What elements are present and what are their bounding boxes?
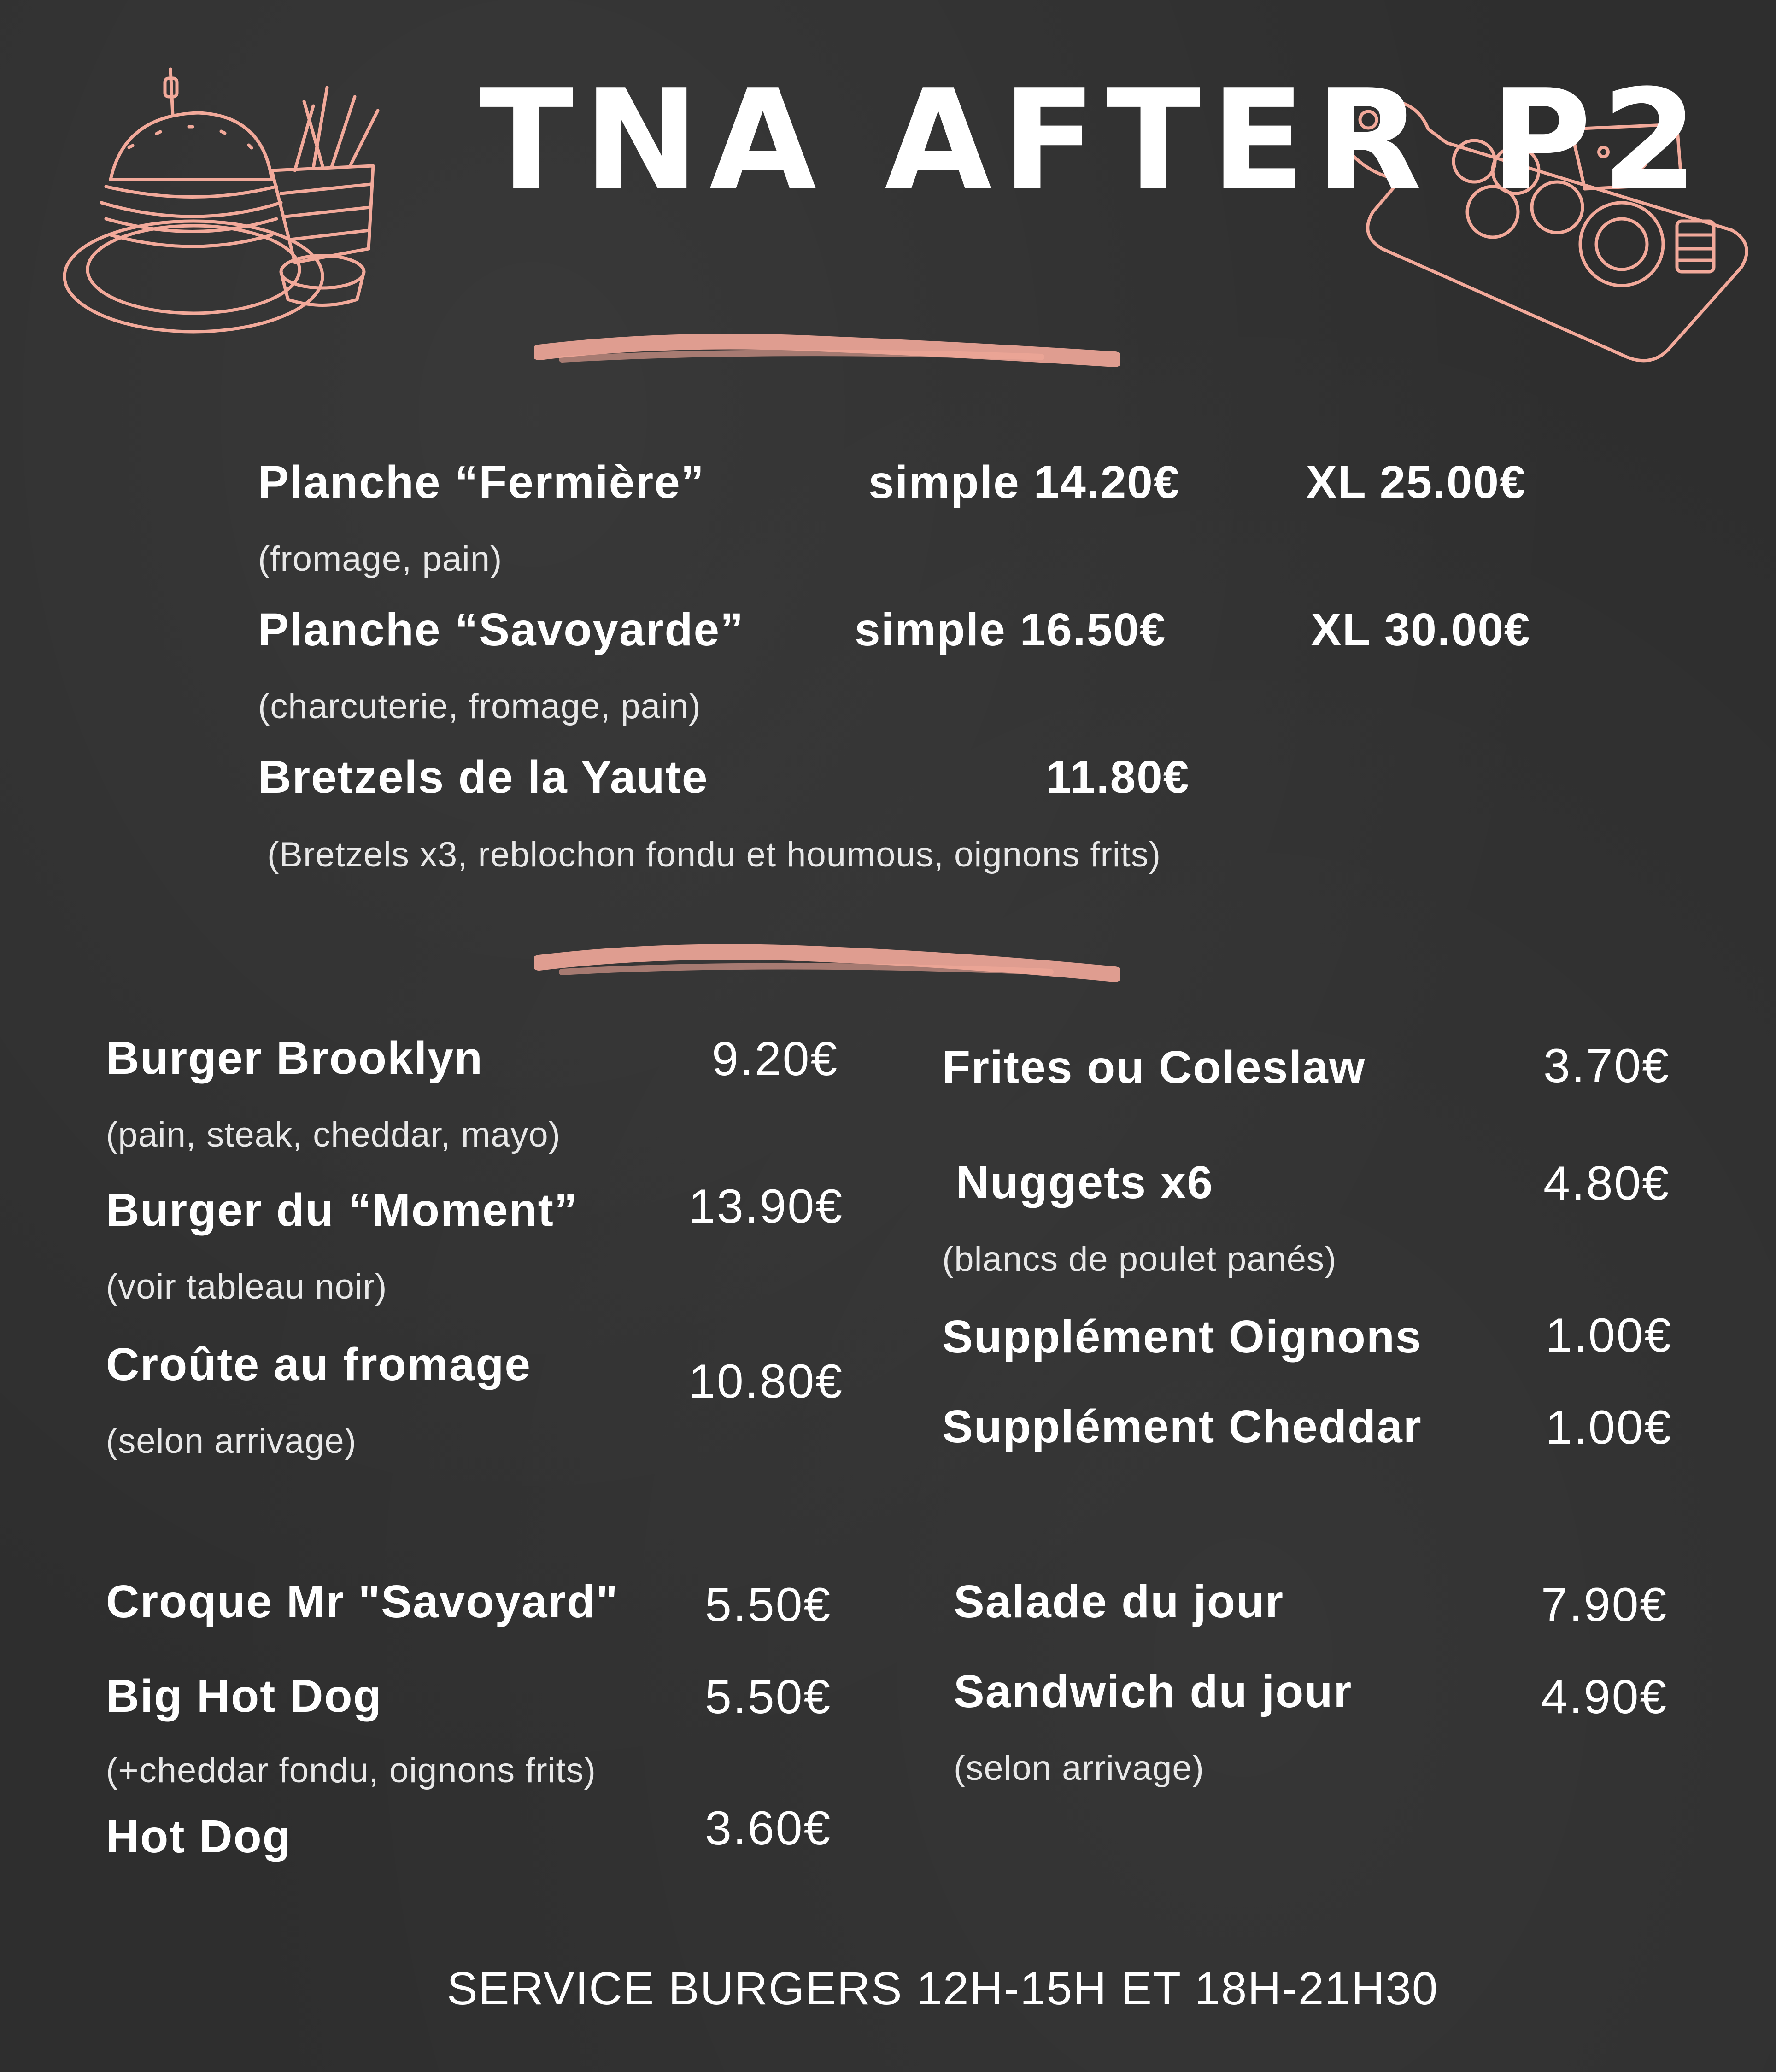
menu-item-sandwich-jour: Sandwich du jour <box>954 1666 1353 1717</box>
board-price-xl-fermiere: XL 25.00€ <box>1306 457 1526 508</box>
menu-item-burger-brooklyn: Burger Brooklyn <box>106 1032 484 1084</box>
board-price-simple-fermiere: simple 14.20€ <box>868 457 1180 508</box>
menu-price-croque-savoyard: 5.50€ <box>705 1578 832 1632</box>
menu-item-salade-jour: Salade du jour <box>954 1576 1284 1627</box>
menu-desc-burger-moment: (voir tableau noir) <box>106 1267 387 1306</box>
brush-stroke-divider-middle <box>534 944 1120 986</box>
service-hours-footer: SERVICE BURGERS 12H-15H ET 18H-21H30 <box>447 1963 1439 2014</box>
page-title: TNA AFTER P2 <box>479 60 1708 221</box>
menu-desc-sandwich-jour: (selon arrivage) <box>954 1749 1204 1788</box>
menu-item-hot-dog: Hot Dog <box>106 1811 292 1862</box>
menu-price-supplement-cheddar: 1.00€ <box>1546 1401 1673 1454</box>
board-price-xl-savoyarde: XL 30.00€ <box>1311 604 1531 656</box>
board-name-fermiere: Planche “Fermière” <box>258 457 705 508</box>
board-desc-bretzels: (Bretzels x3, reblochon fondu et houmous, oignons frits) <box>267 835 1161 874</box>
board-desc-fermiere: (fromage, pain) <box>258 539 503 579</box>
menu-price-burger-moment: 13.90€ <box>689 1180 844 1233</box>
menu-item-supplement-oignons: Supplément Oignons <box>942 1311 1422 1363</box>
menu-price-salade-jour: 7.90€ <box>1541 1578 1668 1632</box>
menu-price-supplement-oignons: 1.00€ <box>1546 1309 1673 1362</box>
board-price-simple-savoyarde: simple 16.50€ <box>855 604 1166 656</box>
menu-desc-big-hot-dog: (+cheddar fondu, oignons frits) <box>106 1751 596 1790</box>
board-name-bretzels: Bretzels de la Yaute <box>258 751 709 803</box>
menu-desc-burger-brooklyn: (pain, steak, cheddar, mayo) <box>106 1115 561 1154</box>
board-desc-savoyarde: (charcuterie, fromage, pain) <box>258 687 701 726</box>
menu-price-big-hot-dog: 5.50€ <box>705 1670 832 1724</box>
board-name-savoyarde: Planche “Savoyarde” <box>258 604 744 656</box>
menu-desc-croute-fromage: (selon arrivage) <box>106 1422 357 1461</box>
menu-desc-nuggets: (blancs de poulet panés) <box>942 1240 1337 1279</box>
menu-price-sandwich-jour: 4.90€ <box>1541 1670 1668 1724</box>
menu-item-supplement-cheddar: Supplément Cheddar <box>942 1401 1422 1452</box>
menu-price-burger-brooklyn: 9.20€ <box>712 1032 839 1086</box>
menu-item-frites-coleslaw: Frites ou Coleslaw <box>942 1042 1366 1093</box>
menu-item-big-hot-dog: Big Hot Dog <box>106 1670 382 1722</box>
menu-item-croque-savoyard: Croque Mr "Savoyard" <box>106 1576 619 1627</box>
menu-item-burger-moment: Burger du “Moment” <box>106 1184 578 1236</box>
menu-item-croute-fromage: Croûte au fromage <box>106 1339 532 1390</box>
menu-price-nuggets: 4.80€ <box>1543 1157 1670 1210</box>
burger-fries-illustration <box>55 60 387 345</box>
board-price-bretzels: 11.80€ <box>1046 751 1190 803</box>
menu-price-frites-coleslaw: 3.70€ <box>1543 1039 1670 1093</box>
brush-stroke-divider-top <box>534 334 1120 371</box>
menu-price-hot-dog: 3.60€ <box>705 1802 832 1855</box>
menu-item-nuggets: Nuggets x6 <box>956 1157 1214 1208</box>
menu-price-croute-fromage: 10.80€ <box>689 1355 844 1408</box>
